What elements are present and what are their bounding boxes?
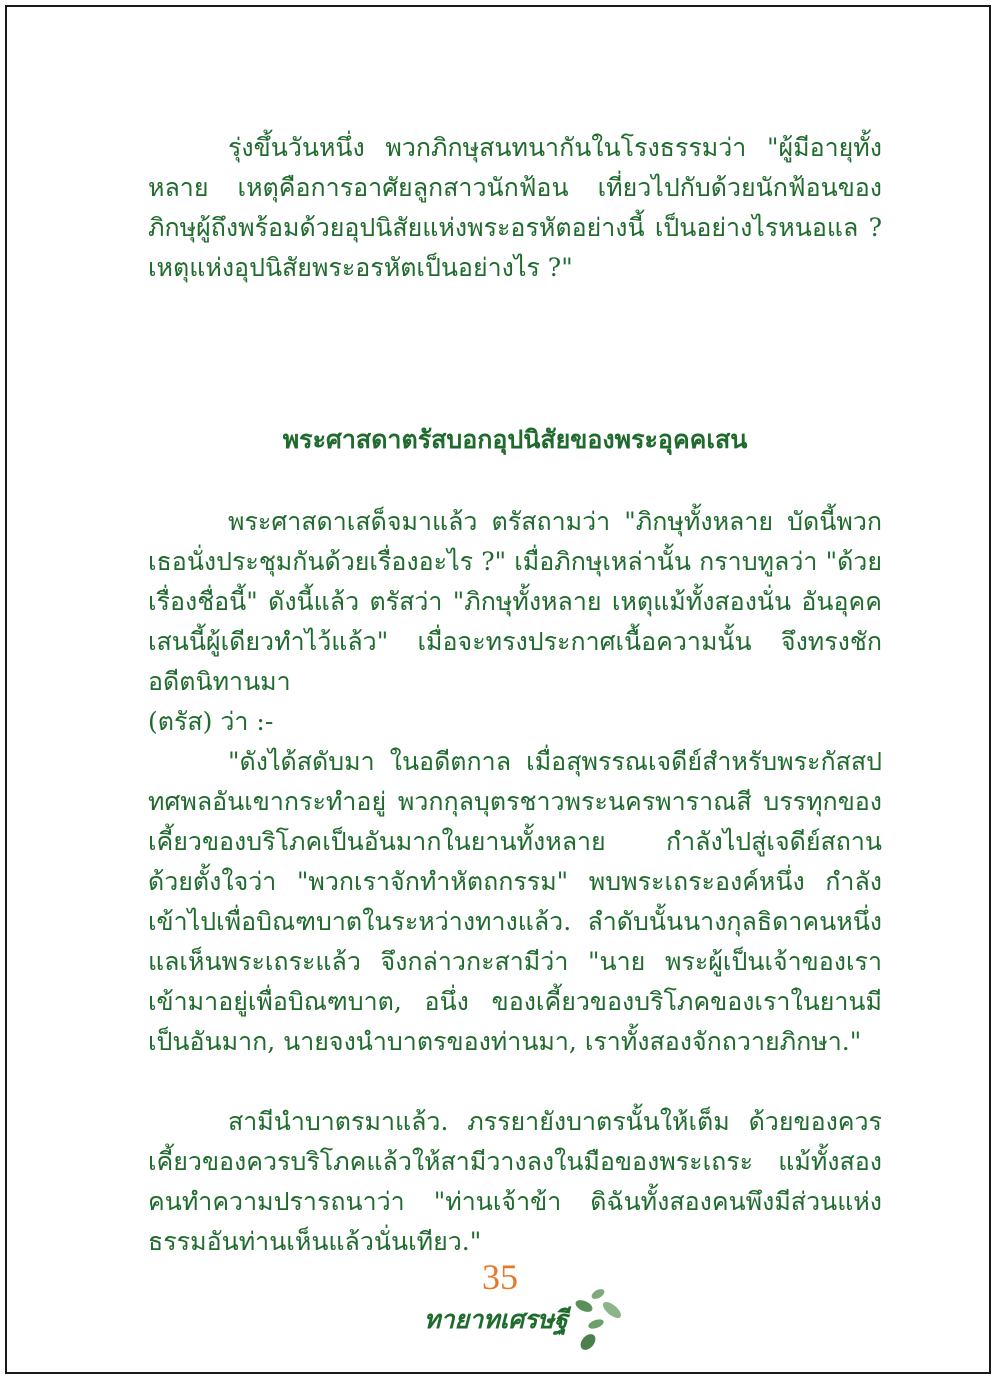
paragraph-1: รุ่งขึ้นวันหนึ่ง พวกภิกษุสนทนากันในโรงธรรมว่า "ผู้มีอายุทั้งหลาย เหตุคือการอาศัยลูกสาวนักฟ้อน เที่ยวไปกับด้วยนักฟ้อนของภิกษุผู้ถึงพร้อมด้วยอุปนิสัยแห่งพระอรหัตอย่างนี้ เป็นอย่างไรหนอแล ? เหตุแห่งอุปนิสัยพระอรหัตเป็นอย่างไร ?"	[148, 133, 882, 282]
page-footer	[0, 1250, 1000, 1350]
paragraph-2: พระศาสดาเสด็จมาแล้ว ตรัสถามว่า "ภิกษุทั้งหลาย บัดนี้พวกเธอนั่งประชุมกันด้วยเรื่องอะไร ?" เมื่อภิกษุเหล่านั้น กราบทูลว่า "ด้วยเรื่องชื่อนี้" ดังนี้แล้ว ตรัสว่า "ภิกษุทั้งหลาย เหตุแม้ทั้งสองนั่น อันอุคคเสนนี้ผู้เดียวทำไว้แล้ว" เมื่อจะทรงประกาศเนื้อความนั้น จึงทรงชักอดีตนิทานมา	[148, 507, 882, 696]
paragraph-4: สามีนำบาตรมาแล้ว. ภรรยายังบาตรนั้นให้เต็ม ด้วยของควรเคี้ยวของควรบริโภคแล้วให้สามีวางลงในมือของพระเถระ แม้ทั้งสองคนทำความปรารถนาว่า "ท่านเจ้าข้า ดิฉันทั้งสองคนพึงมีส่วนแห่งธรรมอันท่านเห็นแล้วนั่นเทียว."	[148, 1107, 882, 1256]
leaf-decoration-icon	[560, 1280, 630, 1360]
paragraph-3: "ดังได้สดับมา ในอดีตกาล เมื่อสุพรรณเจดีย์สำหรับพระกัสสปทศพลอันเขากระทำอยู่ พวกกุลบุตรชาวพระนครพาราณสี บรรทุกของเคี้ยวของบริโภคเป็นอันมากในยานทั้งหลาย กำลังไปสู่เจดีย์สถาน ด้วยตั้งใจว่า "พวกเราจักทำหัตถกรรม" พบพระเถระองค์หนึ่ง กำลังเข้าไปเพื่อบิณฑบาตในระหว่างทางแล้ว. ลำดับนั้นนางกุลธิดาคนหนึ่ง แลเห็นพระเถระแล้ว จึงกล่าวกะสามีว่า "นาย พระผู้เป็นเจ้าของเราเข้ามาอยู่เพื่อบิณฑบาต, อนึ่ง ของเคี้ยวของบริโภคของเราในยานมีเป็นอันมาก, นายจงนำบาตรของท่านมา, เราทั้งสองจักถวายภิกษา."	[148, 747, 882, 1056]
document-body	[148, 128, 882, 1262]
paragraph-2-end: (ตรัส) ว่า :-	[148, 707, 274, 736]
section-heading: พระศาสดาตรัสบอกอุปนิสัยของพระอุคคเสน	[282, 425, 748, 454]
page-number: 35	[482, 1257, 518, 1297]
brand-logo-text: ทายาทเศรษฐี	[424, 1307, 568, 1334]
